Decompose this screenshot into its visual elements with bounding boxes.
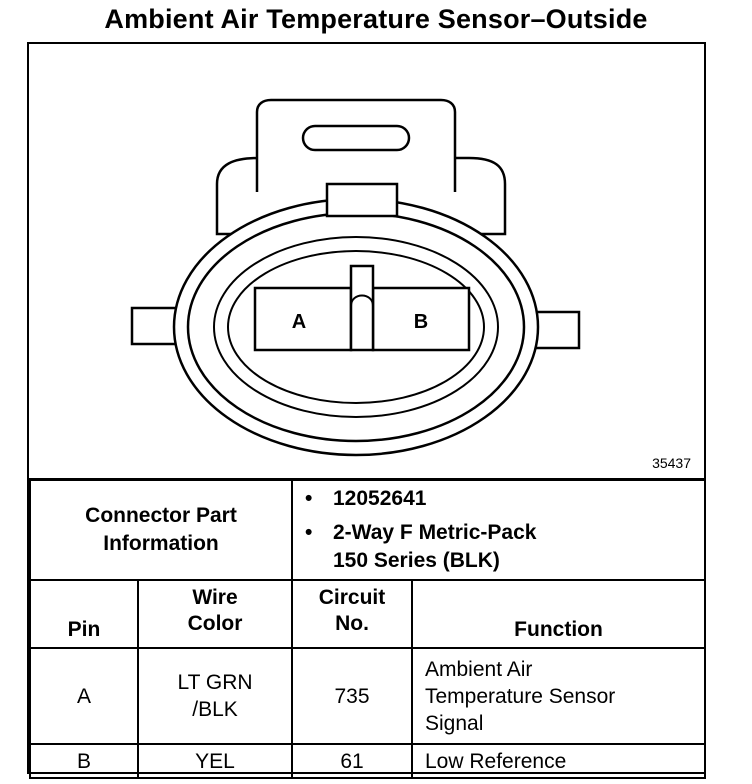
connector-description-line1: 2-Way F Metric-Pack [333, 521, 537, 544]
connector-info-label-line1: Connector Part [85, 504, 237, 527]
connector-diagram [29, 44, 704, 478]
latch-slot [303, 126, 409, 150]
bullet-icon: • [305, 487, 313, 510]
connector-info-row [30, 480, 705, 581]
page-title: Ambient Air Temperature Sensor–Outside [104, 4, 648, 34]
table-row [30, 648, 705, 744]
pin-cell: B [30, 744, 138, 778]
part-number: 12052641 [333, 487, 427, 510]
circuit-cell: 735 [292, 648, 412, 744]
header-wire-color [138, 580, 292, 648]
center-key [351, 266, 373, 350]
header-circuit-line1: Circuit [318, 586, 386, 609]
figure-number: 35437 [652, 455, 691, 471]
wire-color-cell [138, 648, 292, 744]
circuit-cell: 61 [292, 744, 412, 778]
connector-description-line2: 150 Series (BLK) [333, 549, 500, 572]
connector-info-label [30, 480, 292, 581]
header-pin: Pin [30, 580, 138, 648]
connector-info-label-line2: Information [103, 532, 219, 555]
function-line3: Signal [425, 711, 484, 735]
header-circuit [292, 580, 412, 648]
function-cell [412, 648, 705, 744]
header-circuit-line2: No. [335, 612, 369, 635]
wire-color-cell: YEL [138, 744, 292, 778]
function-cell: Low Reference [412, 744, 705, 778]
function-line1: Ambient Air [425, 657, 533, 681]
pin-cell: A [30, 648, 138, 744]
header-wire-color-line2: Color [187, 612, 243, 635]
wire-color-line2: /BLK [192, 698, 238, 721]
connector-table [29, 478, 706, 779]
table-header-row [30, 580, 705, 648]
function-line2: Temperature Sensor [425, 684, 616, 708]
connector-info-values [292, 480, 705, 581]
table-row [30, 744, 705, 778]
bullet-icon: • [305, 521, 313, 544]
pin-a-label: A [291, 311, 307, 333]
header-wire-color-line1: Wire [192, 586, 238, 609]
pin-b-label: B [413, 311, 429, 333]
wire-color-line1: LT GRN [177, 671, 253, 694]
header-function: Function [412, 580, 705, 648]
latch-post [327, 184, 397, 216]
diagram-frame [27, 42, 706, 774]
